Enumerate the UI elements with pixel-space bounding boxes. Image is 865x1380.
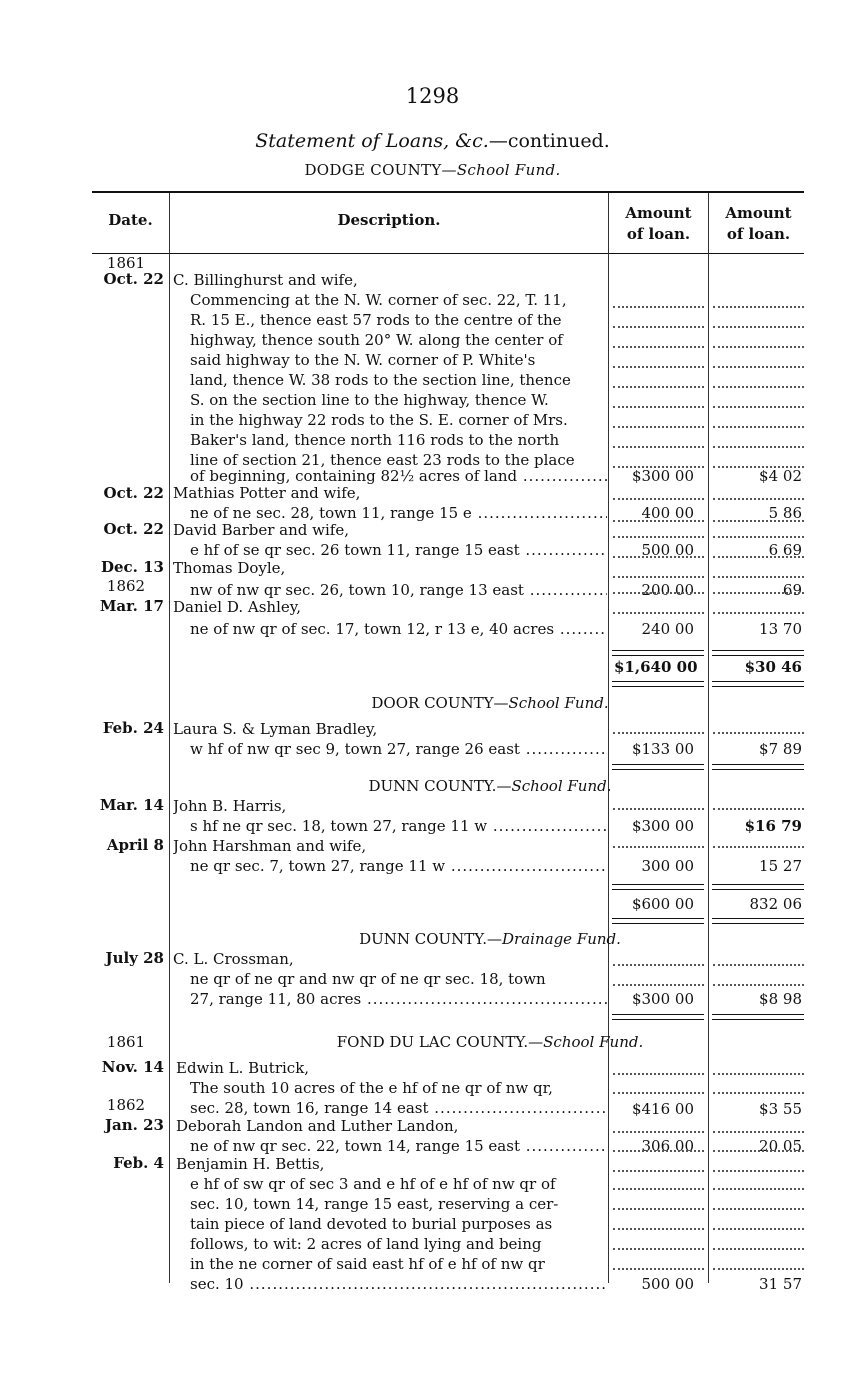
dotted-leader <box>613 612 704 614</box>
dotted-leader <box>713 306 804 308</box>
dotted-leader <box>713 366 804 368</box>
entry-description: w hf of nw qr sec 9, town 27, range 26 east ..... <box>190 739 607 759</box>
dotted-leader <box>613 1170 704 1172</box>
entry-description: in the highway 22 rods to the S. E. corner of Mrs. <box>190 411 568 429</box>
total-loan-amount: $600 00 <box>631 895 694 913</box>
loan-amount: 306 00 <box>641 1137 694 1155</box>
dotted-leader <box>613 1131 704 1133</box>
entry-name: Deborah Landon and Luther Landon, <box>176 1117 459 1135</box>
entry-description: ne of nw qr sec. 22, town 14, range 15 east ..... <box>190 1136 607 1156</box>
dotted-leader <box>613 984 704 986</box>
dotted-leader <box>613 1188 704 1190</box>
total-rule <box>612 1014 704 1020</box>
entry-name: Laura S. & Lyman Bradley, <box>173 720 378 738</box>
dotted-leader <box>613 326 704 328</box>
total-interest-amount: 832 06 <box>749 895 802 913</box>
fund-name: School Fund. <box>508 694 609 712</box>
entry-date: Oct. 22 <box>103 270 164 288</box>
entry-description: R. 15 E., thence east 57 rods to the centre of the <box>190 311 562 329</box>
dotted-leader <box>613 1208 704 1210</box>
entry-description: sec. 10, town 14, range 15 east, reserving a cer- <box>190 1195 559 1213</box>
dotted-leader <box>713 612 804 614</box>
total-rule <box>712 650 804 656</box>
loan-amount: 300 00 <box>641 857 694 875</box>
loan-amount: 200 00 <box>641 581 694 599</box>
total-rule <box>612 918 704 924</box>
entry-name: Daniel D. Ashley, <box>173 598 302 616</box>
entry-description: s hf ne qr sec. 18, town 27, range 11 w ..... <box>190 816 607 836</box>
fund-name: School Fund. <box>511 777 612 795</box>
dotted-leader <box>713 326 804 328</box>
total-rule <box>712 681 804 687</box>
entry-description: Baker's land, thence north 116 rods to the north <box>190 431 560 449</box>
total-loan-amount: $1,640 00 <box>614 658 698 676</box>
dotted-leader <box>613 346 704 348</box>
entry-date: April 8 <box>106 836 164 854</box>
total-rule <box>712 1014 804 1020</box>
interest-amount: $4 02 <box>759 467 802 485</box>
entry-description: sec. 10 ..... <box>190 1274 607 1294</box>
entry-name: C. Billinghurst and wife, <box>173 271 358 289</box>
header-bottom-rule <box>92 253 804 254</box>
entry-name: John B. Harris, <box>173 797 287 815</box>
county-heading-fond-du-lac <box>170 1033 810 1051</box>
dotted-leader <box>713 1268 804 1270</box>
entry-name: Thomas Doyle, <box>173 559 286 577</box>
total-interest-amount: $30 46 <box>744 658 802 676</box>
dotted-leader <box>713 1188 804 1190</box>
column-divider-date <box>169 193 170 1283</box>
fund-name: School Fund. <box>543 1033 644 1051</box>
interest-amount: 13 70 <box>759 620 802 638</box>
county-name: DODGE COUNTY— <box>304 161 457 179</box>
dotted-leader <box>613 808 704 810</box>
dotted-leader <box>613 1228 704 1230</box>
dotted-leader <box>713 346 804 348</box>
dotted-leader <box>713 536 804 538</box>
entry-date: Dec. 13 <box>100 558 164 576</box>
header-date: Date. <box>108 211 153 229</box>
dotted-leader <box>713 1208 804 1210</box>
dotted-leader <box>713 576 804 578</box>
header-description: Description. <box>337 211 441 229</box>
entry-description: e hf of se qr sec. 26 town 11, range 15 east ..... <box>190 540 607 560</box>
loan-amount: $300 00 <box>631 467 694 485</box>
interest-amount: $16 79 <box>744 817 802 835</box>
loan-amount: $300 00 <box>631 817 694 835</box>
entry-description: in the ne corner of said east hf of e hf of nw qr <box>190 1255 545 1273</box>
entry-description: ne of ne sec. 28, town 11, range 15 e ..... <box>190 503 607 523</box>
total-rule <box>612 764 704 770</box>
dotted-leader <box>713 1228 804 1230</box>
dotted-leader <box>713 808 804 810</box>
loan-amount: 400 00 <box>641 504 694 522</box>
county-heading-dunn-school <box>170 777 810 795</box>
heading-continued: —continued. <box>488 130 610 152</box>
dotted-leader <box>713 1092 804 1094</box>
fund-name: School Fund. <box>456 161 561 179</box>
header-amount-2 <box>709 203 808 245</box>
entry-description: The south 10 acres of the e hf of ne qr of nw qr, <box>190 1079 553 1097</box>
loan-amount: $133 00 <box>631 740 694 758</box>
entry-name: John Harshman and wife, <box>173 837 367 855</box>
county-name: DUNN COUNTY.— <box>359 930 503 948</box>
interest-amount: 6 69 <box>768 541 802 559</box>
total-rule <box>712 764 804 770</box>
dotted-leader <box>713 466 804 468</box>
loan-amount: 500 00 <box>641 541 694 559</box>
dotted-leader <box>713 446 804 448</box>
dotted-leader <box>613 406 704 408</box>
entry-date: July 28 <box>105 949 164 967</box>
entry-description: S. on the section line to the highway, thence W. <box>190 391 549 409</box>
entry-date: Oct. 22 <box>103 520 164 538</box>
dotted-leader <box>713 556 804 558</box>
table-top-rule <box>92 191 804 193</box>
year-label: 1861 <box>106 1033 146 1051</box>
dotted-leader <box>713 1131 804 1133</box>
entry-name: Mathias Potter and wife, <box>173 484 361 502</box>
dotted-leader <box>613 366 704 368</box>
dotted-leader <box>613 520 704 522</box>
page-number: 1298 <box>405 84 460 108</box>
dotted-leader <box>713 1073 804 1075</box>
header-amount-2-line-2: of loan. <box>726 225 791 243</box>
dotted-leader <box>713 386 804 388</box>
entry-name: David Barber and wife, <box>173 521 349 539</box>
year-label: 1862 <box>106 577 146 595</box>
dotted-leader <box>613 446 704 448</box>
dotted-leader <box>613 1248 704 1250</box>
entry-description: said highway to the N. W. corner of P. White's <box>190 351 536 369</box>
loan-amount: 240 00 <box>641 620 694 638</box>
dotted-leader <box>613 964 704 966</box>
interest-amount: 15 27 <box>759 857 802 875</box>
dotted-leader <box>613 732 704 734</box>
dotted-leader <box>713 426 804 428</box>
dotted-leader <box>613 536 704 538</box>
dotted-leader <box>713 520 804 522</box>
interest-amount: $7 89 <box>759 740 802 758</box>
total-rule <box>612 650 704 656</box>
interest-amount: 5 86 <box>768 504 802 522</box>
entry-date: Mar. 17 <box>99 597 164 615</box>
entry-date: Feb. 24 <box>102 719 164 737</box>
dotted-leader <box>613 1092 704 1094</box>
entry-description: line of section 21, thence east 23 rods to the place <box>190 451 575 469</box>
header-amount-2-line-1: Amount <box>725 204 792 222</box>
dotted-leader <box>613 846 704 848</box>
dotted-leader <box>613 1073 704 1075</box>
loan-amount: $300 00 <box>631 990 694 1008</box>
dotted-leader <box>613 498 704 500</box>
header-amount-1 <box>609 203 708 245</box>
dotted-leader <box>713 1150 804 1152</box>
entry-date: Mar. 14 <box>99 796 164 814</box>
dotted-leader <box>613 386 704 388</box>
interest-amount: 31 57 <box>759 1275 802 1293</box>
header-amount-1-line-2: of loan. <box>626 225 691 243</box>
entry-description: e hf of sw qr of sec 3 and e hf of e hf of nw qr of <box>190 1175 556 1193</box>
loan-amount: $416 00 <box>631 1100 694 1118</box>
dotted-leader <box>713 732 804 734</box>
entry-description: follows, to wit: 2 acres of land lying and being <box>190 1235 542 1253</box>
fund-name: Drainage Fund. <box>502 930 621 948</box>
dotted-leader <box>713 498 804 500</box>
entry-description: sec. 28, town 16, range 14 east ..... <box>190 1098 607 1118</box>
page-heading <box>0 130 865 152</box>
year-label: 1862 <box>106 1096 146 1114</box>
dotted-leader <box>613 306 704 308</box>
entry-description: 27, range 11, 80 acres ..... <box>190 989 607 1009</box>
county-heading-dunn-drainage <box>170 930 810 948</box>
county-name: FOND DU LAC COUNTY.— <box>336 1033 544 1051</box>
dotted-leader <box>613 592 704 594</box>
dotted-leader <box>613 1150 704 1152</box>
dotted-leader <box>613 1268 704 1270</box>
dotted-leader <box>713 1248 804 1250</box>
county-name: DOOR COUNTY— <box>371 694 509 712</box>
heading-italic: Statement of Loans, &c. <box>255 130 489 152</box>
dotted-leader <box>713 984 804 986</box>
entry-date: Feb. 4 <box>113 1154 164 1172</box>
dotted-leader <box>613 576 704 578</box>
interest-amount: $3 55 <box>759 1100 802 1118</box>
entry-date: Jan. 23 <box>104 1116 164 1134</box>
entry-description: land, thence W. 38 rods to the section line, thence <box>190 371 571 389</box>
entry-description: nw of nw qr sec. 26, town 10, range 13 east ..... <box>190 580 607 600</box>
entry-date: Oct. 22 <box>103 484 164 502</box>
column-divider-amount <box>708 193 709 1283</box>
total-rule <box>712 918 804 924</box>
county-name: DUNN COUNTY.— <box>368 777 512 795</box>
dotted-leader <box>713 592 804 594</box>
total-rule <box>712 884 804 890</box>
entry-name: C. L. Crossman, <box>173 950 294 968</box>
entry-description: tain piece of land devoted to burial purposes as <box>190 1215 553 1233</box>
loan-amount: 500 00 <box>641 1275 694 1293</box>
dotted-leader <box>613 556 704 558</box>
header-amount-1-line-1: Amount <box>625 204 692 222</box>
entry-description: ne qr of ne qr and nw qr of ne qr sec. 18, town <box>190 970 546 988</box>
interest-amount: 69 <box>782 581 802 599</box>
entry-description: Commencing at the N. W. corner of sec. 22, T. 11, <box>190 291 567 309</box>
dotted-leader <box>713 1170 804 1172</box>
dotted-leader <box>613 466 704 468</box>
entry-description: ne qr sec. 7, town 27, range 11 w ..... <box>190 856 607 876</box>
dotted-leader <box>713 846 804 848</box>
entry-date: Nov. 14 <box>101 1058 164 1076</box>
dotted-leader <box>613 426 704 428</box>
dotted-leader <box>713 406 804 408</box>
interest-amount: $8 98 <box>759 990 802 1008</box>
interest-amount: 20 05 <box>759 1137 802 1155</box>
entry-description: highway, thence south 20° W. along the center of <box>190 331 563 349</box>
total-rule <box>612 681 704 687</box>
year-label: 1861 <box>106 254 146 272</box>
county-heading-dodge <box>0 161 865 179</box>
total-rule <box>612 884 704 890</box>
entry-name: Edwin L. Butrick, <box>176 1059 310 1077</box>
entry-name: Benjamin H. Bettis, <box>176 1155 325 1173</box>
entry-description: of beginning, containing 82½ acres of land ..... <box>190 466 607 486</box>
entry-description: ne of nw qr of sec. 17, town 12, r 13 e, 40 acres ..... <box>190 619 607 639</box>
county-heading-door <box>170 694 810 712</box>
dotted-leader <box>713 964 804 966</box>
